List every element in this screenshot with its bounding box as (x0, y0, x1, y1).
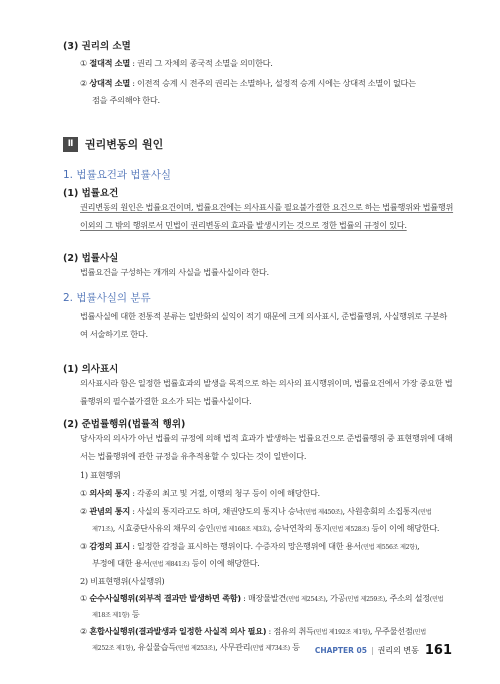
item-absolute-extinction: ① 절대적 소멸 : 권리 그 자체의 종국적 소멸을 의미한다. (80, 58, 273, 68)
paragraph-quasi-juristic-act: 당사자의 의사가 아닌 법률의 규정에 의해 법적 효과가 발생하는 법률요건으로 준법률행위 중 표현행위에 대해서는 법률행위에 관한 규정을 유추적용할 수 있다는 것이 일반이다. (80, 433, 453, 461)
paragraph-classification: 법률사실에 대한 전통적 분류는 일반화의 실익이 적기 때문에 크게 의사표시, 준법률행위, 사실행위로 구분하여 서술하기로 한다. (80, 311, 448, 339)
item-pure-factual-act: ① 순수사실행위(외부적 결과만 발생하면 족함) : 매장물발견(민법 제254조), 가공(민법 제259조), 주소의 설정(민법 (80, 593, 444, 603)
paragraph-legal-fact: 법률요건을 구성하는 개개의 사실을 법률사실이라 한다. (80, 267, 269, 277)
item-mixed-factual-act-cont: 제252조 제1항), 유실물습득(민법 제253조), 사무관리(민법 제734조) 등 (92, 642, 300, 652)
subsection-heading-2: 2. 법률사실의 분류 (63, 292, 151, 304)
footer-chapter-title: 권리의 변동 (377, 646, 419, 655)
item-notice-of-intent: ① 의사의 통지 : 각종의 최고 및 거절, 이행의 청구 등이 이에 해당한다. (80, 488, 320, 498)
footer-divider: | (370, 646, 374, 655)
paragraph-legal-requirement: 권리변동의 원인은 법률요건이며, 법률요건에는 의사표시를 필요불가결한 요건으로 하는 법률행위와 법률행위 이외의 그 밖의 행위로서 민법이 권리변동의 효과를 발생시키는 것으로 정한 법률의 규정이 있다. (80, 202, 454, 230)
heading-legal-fact: (2) 법률사실 (63, 253, 119, 264)
paragraph-declaration-of-intent: 의사표시라 함은 일정한 법률효과의 발생을 목적으로 하는 의사의 표시행위이며, 법률요건에서 가장 중요한 법률행위의 필수불가결한 요소가 되는 법률사실이다. (80, 378, 453, 406)
footer-chapter: CHAPTER 05 (314, 646, 367, 655)
page-footer (315, 643, 452, 658)
heading-legal-requirement: (1) 법률요건 (63, 188, 119, 199)
heading-extinction: (3) 권리의 소멸 (63, 41, 131, 52)
section-number-badge: Ⅱ (63, 137, 78, 152)
item-notice-of-concept: ② 관념의 통지 : 사실의 통지라고도 하며, 채권양도의 통지나 승낙(민법 제450조), 사원총회의 소집통지(민법 (80, 506, 432, 516)
item-expression-of-feeling-cont: 부정에 대한 용서(민법 제841조) 등이 이에 해당한다. (92, 558, 260, 568)
heading-declaration-of-intent: (1) 의사표시 (63, 364, 119, 375)
page-number: 161 (424, 643, 452, 658)
section-title-text: 권리변동의 원인 (85, 138, 164, 151)
item-relative-extinction-cont: 점을 주의해야 한다. (92, 95, 160, 105)
item-notice-of-concept-cont: 제71조), 시효중단사유의 채무의 승인(민법 제168조 제3호), 승낙연착의 통지(민법 제528조) 등이 이에 해당한다. (92, 523, 440, 533)
section-title (63, 136, 163, 152)
item-pure-factual-act-cont: 제18조 제1항) 등 (92, 609, 140, 619)
sub-heading-non-expressive-act: 2) 비표현행위(사실행위) (80, 576, 165, 586)
heading-quasi-juristic-act: (2) 준법률행위(법률적 행위) (63, 419, 186, 430)
item-expression-of-feeling: ③ 감정의 표시 : 일정한 감정을 표시하는 행위이다. 수증자의 망은행위에 대한 용서(민법 제556조 제2항), (80, 541, 420, 551)
item-relative-extinction: ② 상대적 소멸 : 이전적 승계 시 전주의 권리는 소멸하나, 설정적 승계 시에는 상대적 소멸이 없다는 (80, 78, 416, 88)
sub-heading-expressive-act: 1) 표현행위 (80, 470, 121, 480)
subsection-heading-1: 1. 법률요건과 법률사실 (63, 169, 171, 181)
item-mixed-factual-act: ② 혼합사실행위(결과발생과 일정한 사실적 의사 필요) : 점유의 취득(민법 제192조 제1항), 무주물선점(민법 (80, 626, 426, 636)
